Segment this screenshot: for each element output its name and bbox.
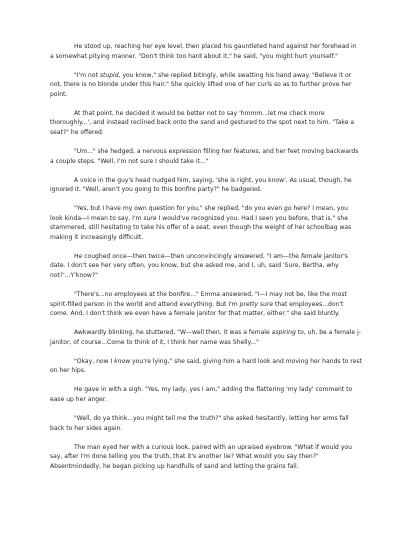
- paragraph: [50, 443, 362, 472]
- paragraph: [50, 204, 362, 242]
- emphasized-text: go: [283, 205, 292, 213]
- text-run: that employees...don't come. And, I don't think we even have a female janitor for that matter, either." she said bluntly.: [50, 300, 344, 318]
- paragraph: [50, 147, 362, 166]
- paragraph: [50, 109, 362, 138]
- text-run: He coughed once—then twice—then unconvincingly answered, "I am—the: [74, 252, 301, 260]
- text-run: "Yes, but I have my own question for you," she replied, "do you even: [74, 205, 284, 213]
- paragraph: [50, 71, 362, 100]
- text-run: "Okay, now I: [74, 357, 115, 365]
- text-run: janitor's date. I don't see her very often, you know, but she asked me, and I, uh, said 'Sure, Bertha, why not?'...Y'know?": [50, 252, 348, 280]
- text-run: , you know," she replied bitingly, while swatting his hand away. "Believe it or not, there is no blonde under this hair." She quickly lifted one of her curls so as to further prove her point.: [50, 71, 352, 98]
- text-run: Awkwardly blinking, he stuttered, "W—well then, it was a female: [74, 329, 272, 337]
- text-run: I would've recognized you. Had I seen you before, that is." she stammered, still hesitating to take his offer of a seat, even though the weight of her schoolbag was making it increasingly difficult.: [50, 214, 352, 241]
- emphasized-text: stupid: [99, 71, 119, 79]
- emphasized-text: pretty sure: [239, 300, 274, 308]
- paragraph: [50, 385, 362, 404]
- text-run: At that point, he decided it would be better not to say 'hmmm...let me check more thoroughly...', and instead reclined back onto the sand and gestured to the spot next to him. "Take a seat?" he offered.: [50, 109, 355, 136]
- text-run: He gave in with a sigh. "Yes, my lady, yes I am," adding the flattering 'my lady' comment to ease up her anger.: [50, 386, 353, 403]
- text-run: The man eyed her with a curious look, paired with an upraised eyebrow. "What if would you say, after I'm done telling you the truth, that it's another lie? What would you say then?" Absentmindedly, he began picking up handfulls of sand and letting the grains fall.: [50, 443, 352, 470]
- paragraph: [50, 252, 362, 281]
- text-run: "I'm not: [74, 71, 100, 79]
- text-run: to, uh, be a female j-janitor, of course...Come to think of it, I think her name was Shelly...": [50, 329, 361, 346]
- paragraph: [50, 176, 362, 195]
- paragraph: [50, 414, 362, 433]
- emphasized-text: aspiring: [271, 329, 296, 337]
- paragraph: [50, 42, 362, 61]
- body-text: [50, 42, 362, 471]
- text-run: here? I mean, you look kinda—I mean to say, I'm: [50, 205, 349, 222]
- emphasized-text: know: [114, 357, 131, 365]
- emphasized-text: female: [300, 252, 322, 260]
- text-run: A voice in the guy's head nudged him, saying, 'she is right, you know'. As usual, though, he ignored it. "Well, aren't you going to this bonfire party?" he badgered.: [50, 176, 352, 194]
- text-run: "There's...no employees at the bonfire..." Emma answered, "I—I may not be, like the most spirit-filled person in the world and attend everything. But I'm: [50, 291, 347, 308]
- paragraph: [50, 328, 362, 347]
- text-run: you're lying," she said, giving him a hard look and moving her hands to rest on her hips.: [50, 357, 362, 375]
- text-run: "Well, do ya think...you might tell me the truth?" she asked hesitantly, letting her arms fall back to her sides again.: [50, 414, 349, 432]
- paragraph: [50, 357, 362, 376]
- emphasized-text: sure: [143, 214, 157, 222]
- text-run: He stood up, reaching her eye level, then placed his gauntleted hand against her forehead in a somewhat pitying manner. "Don't think too hard about it," he said, "you might hurt yourself.": [50, 43, 357, 60]
- text-run: "Um..." she hedged, a nervous expression filling her features, and her feet moving backwards a couple steps. "Well, I'm not sure I should take it...": [50, 147, 359, 165]
- paragraph: [50, 290, 362, 319]
